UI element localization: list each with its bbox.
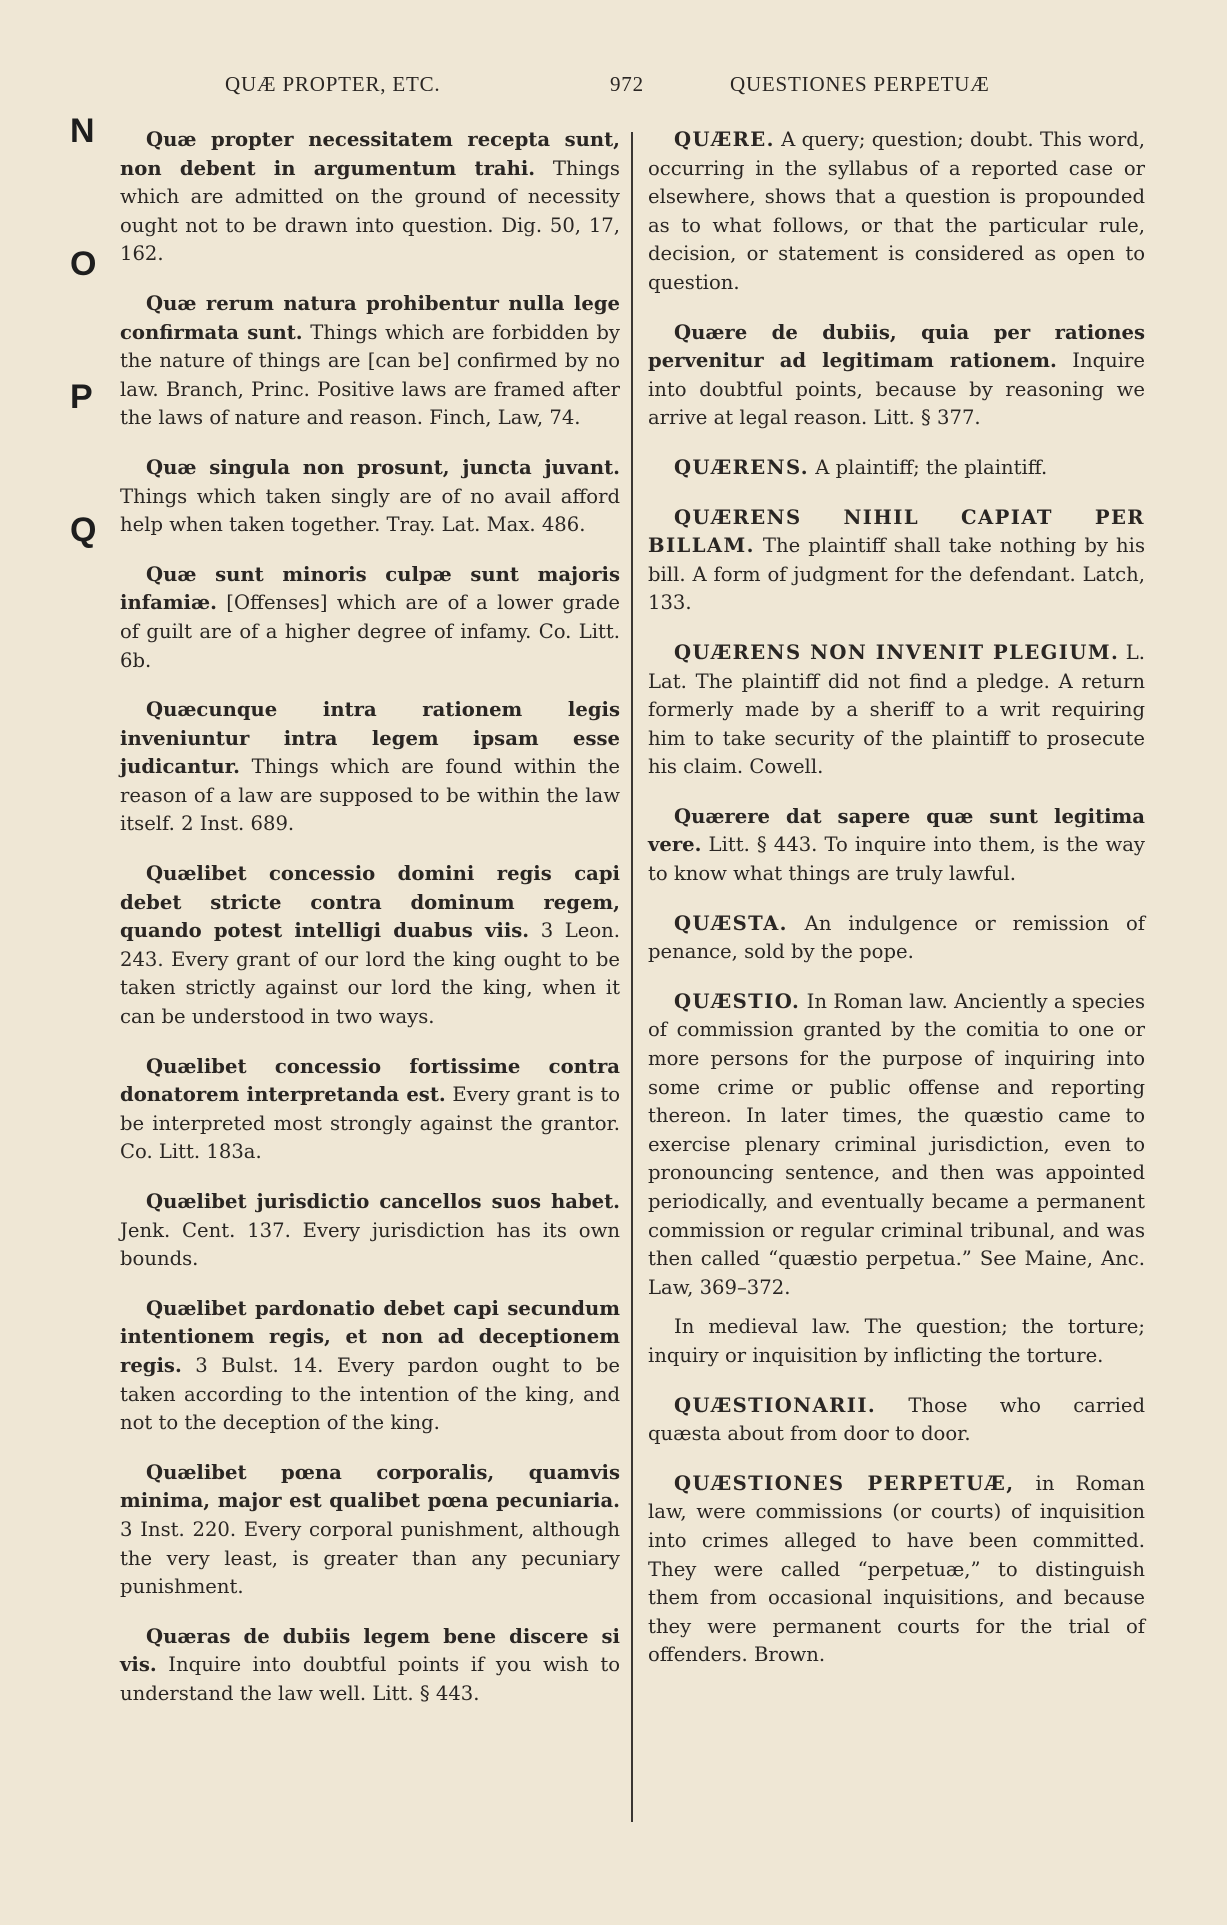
entry-headword: Quære de dubiis, quia per rationes pervenitur ad legitimam rationem. [648, 320, 1145, 373]
maxim-entry [120, 1295, 620, 1438]
entry-headword: Quæ sunt minoris culpæ sunt majoris infamiæ. [120, 562, 620, 615]
entry-headword: Quælibet pardonatio debet capi secundum intentionem regis, et non ad deceptionem regis. [120, 1296, 620, 1377]
entry-headword: QUÆSTIO. [674, 989, 801, 1013]
entry-headword: Quæras de dubiis legem bene discere si vis. [120, 1624, 620, 1677]
entry-headword: QUÆRENS NON INVENIT PLEGIUM. [674, 640, 1120, 664]
entry-headword: Quælibet concessio fortissime contra donatorem interpretanda est. [120, 1054, 620, 1107]
entry-definition: In medieval law. The question; the torture; inquiry or inquisition by inflicting the torture. [648, 1315, 1145, 1367]
entry-headword: QUÆRENS. [674, 455, 810, 479]
entry-headword: Quælibet concessio domini regis capi debet stricte contra dominum regem, quando potest intelligi duabus viis. [120, 862, 620, 943]
entry-definition: Things which taken singly are of no avail afford help when taken together. Tray. Lat. Max. 486. [120, 484, 620, 537]
thumb-index-letter: Q [70, 511, 97, 549]
thumb-index-letter: P [70, 378, 93, 416]
entry-definition: Things which are admitted on the ground of necessity ought not to be drawn into question. Dig. 50, 17, 162. [120, 156, 620, 266]
term-entry [648, 988, 1145, 1303]
maxim-entry [120, 126, 620, 269]
term-entry [648, 504, 1145, 618]
thumb-index-letter: N [70, 112, 95, 150]
entry-headword: Quærere dat sapere quæ sunt legitima vere. [648, 804, 1145, 857]
entry-definition: Things which are found within the reason of a law are supposed to be within the law itself. 2 Inst. 689. [120, 755, 620, 836]
entry-definition: Litt. § 443. To inquire into them, is the way to know what things are truly lawful. [648, 833, 1145, 886]
maxim-entry [120, 1188, 620, 1274]
term-entry [648, 1392, 1145, 1449]
entry-definition: in Roman law, were commissions (or courts) of inquisition into crimes alleged to have been committed. They were called “perpetuæ,” to distinguish them from occasional inquisitions, and because they were permanent courts for the trial of offenders. Brown. [648, 1471, 1145, 1667]
maxim-entry [120, 561, 620, 675]
entry-headword: QUÆSTIONARII. [674, 1393, 877, 1417]
header-right-guideword: QUESTIONES PERPETUÆ [730, 72, 990, 96]
term-entry [648, 454, 1145, 483]
entry-definition: Every grant is to be interpreted most strongly against the grantor. Co. Litt. 183a. [120, 1083, 620, 1164]
entry-definition: L. Lat. The plaintiff did not find a pledge. A return formerly made by a sheriff to a writ requiring him to take security of the plaintiff to prosecute his claim. Cowell. [648, 640, 1146, 779]
entry-headword: Quæ rerum natura prohibentur nulla lege confirmata sunt. [120, 291, 620, 344]
entry-definition: 3 Bulst. 14. Every pardon ought to be taken according to the intention of the king, and not to the deception of the king. [120, 1353, 620, 1435]
header-left-guideword: QUÆ PROPTER, ETC. [225, 72, 441, 96]
entry-headword: QUÆRENS NIHIL CAPIAT PER BILLAM. [648, 505, 1145, 558]
maxim-entry [120, 1053, 620, 1167]
entry-definition: Inquire into doubtful points if you wish to understand the law well. Litt. § 443. [120, 1653, 620, 1705]
entry-headword: QUÆSTIONES PERPETUÆ, [674, 1471, 1015, 1495]
term-entry [648, 910, 1145, 967]
left-column [120, 126, 620, 1730]
maxim-entry [120, 1459, 620, 1602]
entry-definition: 3 Leon. 243. Every grant of our lord the king ought to be taken strictly against our lord the king, when it can be understood in two ways. [120, 919, 620, 1029]
term-subentry [648, 1313, 1145, 1370]
entry-definition: Jenk. Cent. 137. Every jurisdiction has its own bounds. [120, 1218, 620, 1271]
entry-definition: Inquire into doubtful points, because by reasoning we arrive at legal reason. Litt. § 377. [648, 349, 1145, 430]
entry-definition: 3 Inst. 220. Every corporal punishment, although the very least, is greater than any pecuniary punishment. [120, 1517, 620, 1599]
entry-definition: [Offenses] which are of a lower grade of guilt are of a higher degree of infamy. Co. Litt. 6b. [120, 591, 620, 672]
entry-definition: Things which are forbidden by the nature of things are [can be] confirmed by no law. Branch, Princ. Positive laws are framed after the laws of nature and reason. Finch, Law, 74. [120, 320, 620, 430]
maxim-entry [648, 803, 1145, 889]
entry-headword: Quælibet pœna corporalis, quamvis minima, major est qualibet pœna pecuniaria. [120, 1460, 620, 1513]
term-entry [648, 1470, 1145, 1670]
entry-definition: Those who carried quæsta about from door to door. [648, 1393, 1145, 1446]
entry-headword: QUÆSTA. [674, 911, 788, 935]
entry-headword: Quæ propter necessitatem recepta sunt, non debent in argumentum trahi. [120, 128, 620, 180]
entry-headword: QUÆRE. [674, 128, 775, 151]
maxim-entry [120, 1623, 620, 1709]
maxim-entry [120, 290, 620, 433]
term-entry [648, 639, 1145, 782]
right-column [648, 126, 1145, 1691]
entry-definition: The plaintiff shall take nothing by his bill. A form of judgment for the defendant. Latch, 133. [648, 534, 1145, 615]
entry-headword: Quæ singula non prosunt, juncta juvant. [146, 455, 620, 479]
page-number: 972 [610, 72, 644, 96]
entry-definition: In Roman law. Anciently a species of commission granted by the comitia to one or more persons for the purpose of inquiring into some crime or public offense and reporting thereon. In later times, the quæstio came to exercise plenary criminal jurisdiction, even to pronouncing sentence, and then was appointed periodically, and eventually became a permanent commission or regular criminal tribunal, and was then called “quæstio perpetua.” See Maine, Anc. Law, 369–372. [648, 989, 1145, 1299]
maxim-entry [648, 319, 1145, 433]
entry-definition: An indulgence or remission of penance, sold by the pope. [648, 911, 1145, 964]
term-entry [648, 126, 1145, 298]
entry-headword: Quælibet jurisdictio cancellos suos habet. [146, 1190, 620, 1213]
running-header [110, 72, 1117, 106]
entry-definition: A plaintiff; the plaintiff. [809, 455, 1048, 479]
maxim-entry [120, 696, 620, 839]
maxim-entry [120, 454, 620, 540]
thumb-index-letter: O [70, 245, 97, 283]
maxim-entry [120, 860, 620, 1032]
entry-headword: Quæcunque intra rationem legis inveniuntur intra legem ipsam esse judicantur. [120, 698, 620, 779]
column-divider [631, 132, 633, 1822]
entry-definition: A query; question; doubt. This word, occurring in the syllabus of a reported case or elsewhere, shows that a question is propounded as to what follows, or that the particular rule, decision, or statement is considered as open to question. [648, 128, 1145, 294]
